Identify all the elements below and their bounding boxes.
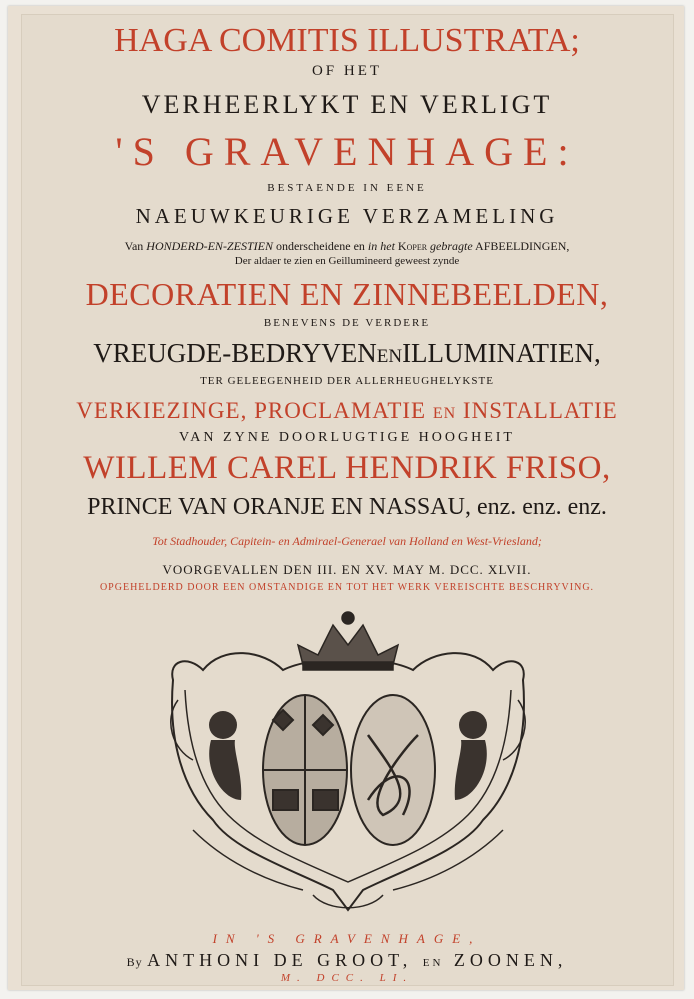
coat-of-arms-engraving: [163, 600, 533, 918]
imprint-by: By: [126, 955, 143, 969]
title-sgravenhage: 'S GRAVENHAGE:: [115, 129, 579, 174]
title-verkiezinge: [0, 399, 694, 422]
text-afbeeldingen: AFBEELDINGEN,: [475, 239, 570, 253]
imprint-place: IN 'S GRAVENHAGE,: [212, 931, 482, 946]
imprint-printer-line: [0, 951, 694, 969]
text-installatie: INSTALLATIE: [462, 398, 618, 423]
title-verheerlykt: VERHEERLYKT EN VERLIGT: [141, 90, 553, 119]
text-koper: Koper: [397, 239, 428, 253]
title-benevens: BENEVENS DE VERDERE: [263, 317, 431, 329]
text-enz: enz. enz. enz.: [476, 494, 607, 520]
text-honderd-en-zestien: HONDERD-EN-ZESTIEN: [146, 239, 273, 253]
title-prince-van-oranje: [0, 495, 694, 519]
title-decoratien: DECORATIEN EN ZINNEBEELDEN,: [85, 276, 609, 312]
text-in-het: in het: [367, 239, 395, 253]
title-bestaende: BESTAENDE IN EENE: [267, 182, 427, 194]
text-vreugde: VREUGDE-BEDRYVEN: [93, 338, 377, 368]
title-afbeeldingen-line: [0, 240, 694, 252]
title-verzameling: NAEUWKEURIGE VERZAMELING: [135, 204, 559, 228]
title-haga-comitis: HAGA COMITIS ILLUSTRATA;: [114, 22, 580, 59]
title-willem-carel: WILLEM CAREL HENDRIK FRISO,: [83, 450, 611, 486]
title-doorlugtige: VAN ZYNE DOORLUGTIGE HOOGHEIT: [179, 430, 515, 445]
imprint-en: EN: [422, 957, 444, 969]
imprint-year: M. DCC. LI.: [280, 972, 414, 984]
text-onderscheidene: onderscheidene en: [275, 239, 365, 253]
title-voorgevallen: VOORGEVALLEN DEN III. EN XV. MAY M. DCC. XLVII.: [162, 562, 532, 577]
text-prince: PRINCE VAN ORANJE EN NASSAU,: [87, 494, 471, 520]
text-verkiezinge: VERKIEZINGE, PROCLAMATIE: [76, 398, 427, 423]
imprint-printer: ANTHONI DE GROOT,: [147, 950, 413, 970]
imprint-zoonen: ZOONEN,: [453, 950, 568, 970]
text-en-2: EN: [432, 405, 457, 422]
title-der-aldaer: Der aldaer te zien en Geillumineerd geweest zynde: [234, 255, 460, 267]
title-ter-geleegenheid: TER GELEEGENHEID DER ALLERHEUGHELYKSTE: [200, 375, 494, 387]
text-van: Van: [124, 239, 144, 253]
title-vreugde-bedryven: [0, 340, 694, 367]
text-illuminatien: ILLUMINATIEN,: [402, 338, 601, 368]
text-en: EN: [376, 346, 403, 367]
title-of-het: OF HET: [311, 63, 383, 79]
title-opgehelderd: OPGEHELDERD DOOR EEN OMSTANDIGE EN TOT HET WERK VEREISCHTE BESCHRYVING.: [99, 582, 595, 593]
text-gebragte: gebragte: [430, 239, 473, 253]
title-stadhouder: Tot Stadhouder, Capitein- en Admirael-Generael van Holland en West-Vriesland;: [152, 534, 542, 548]
